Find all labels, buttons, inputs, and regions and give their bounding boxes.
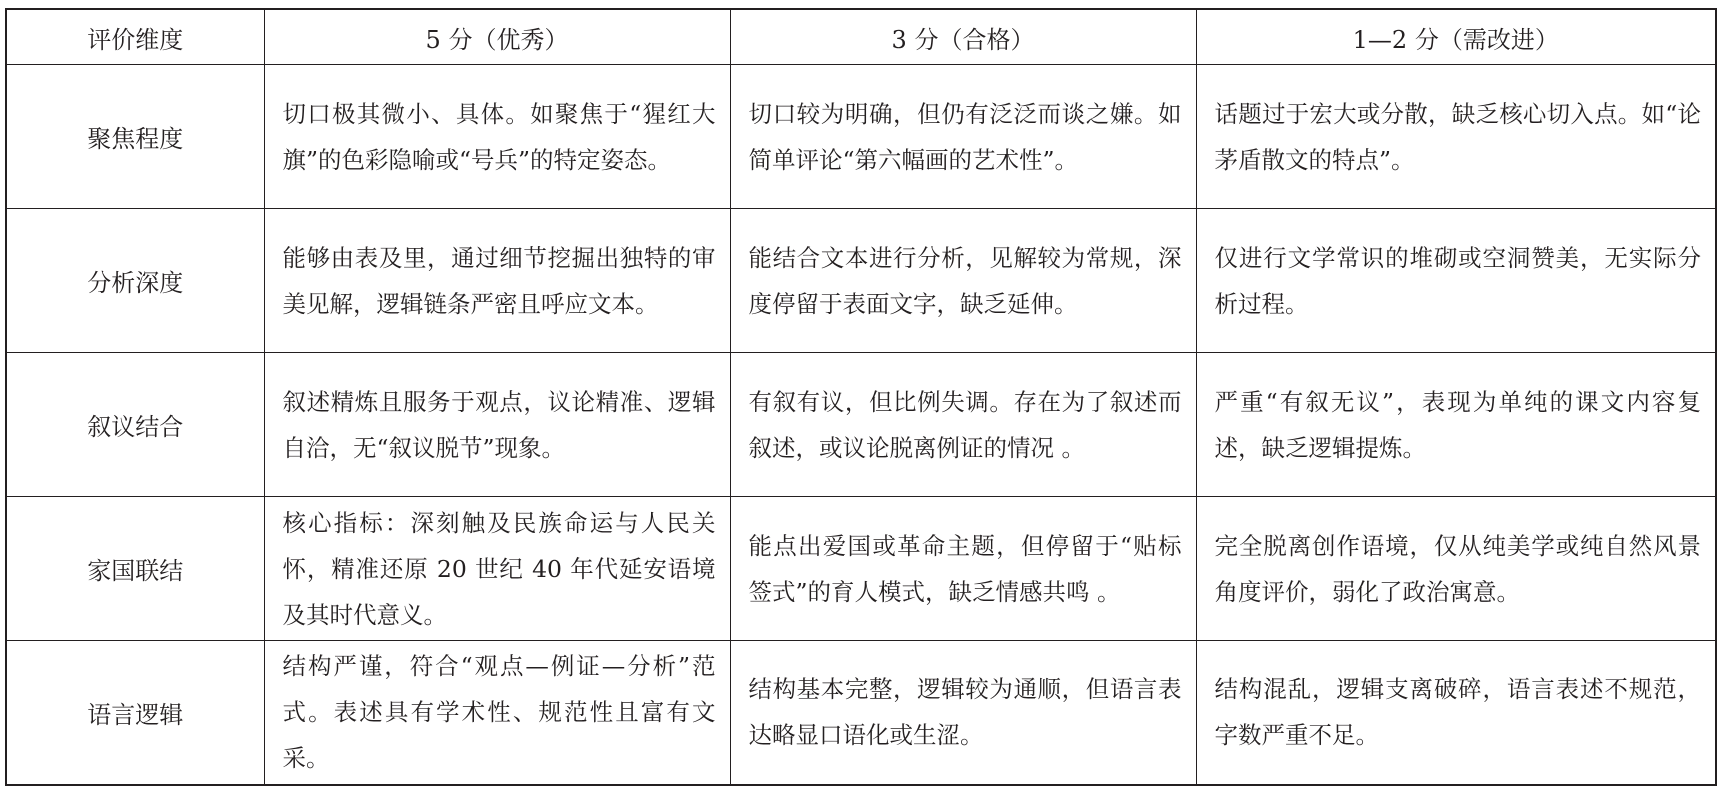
table-row [6, 353, 1716, 497]
excellent-cell: 切口极其微小、具体。如聚焦于“猩红大旗”的色彩隐喻或“号兵”的特定姿态。 [264, 65, 730, 209]
improve-cell: 完全脱离创作语境，仅从纯美学或纯自然风景角度评价，弱化了政治寓意。 [1196, 497, 1716, 641]
header-row [6, 9, 1716, 65]
improve-cell: 结构混乱，逻辑支离破碎，语言表述不规范，字数严重不足。 [1196, 641, 1716, 785]
excellent-cell: 核心指标：深刻触及民族命运与人民关怀，精准还原 20 世纪 40 年代延安语境及其时代意义。 [264, 497, 730, 641]
pass-cell: 有叙有议，但比例失调。存在为了叙述而叙述，或议论脱离例证的情况 。 [730, 353, 1196, 497]
header-pass: 3 分（合格） [730, 9, 1196, 65]
header-excellent: 5 分（优秀） [264, 9, 730, 65]
dimension-cell: 分析深度 [6, 209, 264, 353]
dimension-cell: 语言逻辑 [6, 641, 264, 785]
excellent-cell: 结构严谨，符合“观点—例证—分析”范式。表述具有学术性、规范性且富有文采。 [264, 641, 730, 785]
table-row [6, 497, 1716, 641]
dimension-cell: 家国联结 [6, 497, 264, 641]
pass-cell: 能点出爱国或革命主题，但停留于“贴标签式”的育人模式，缺乏情感共鸣 。 [730, 497, 1196, 641]
table-row [6, 65, 1716, 209]
excellent-cell: 叙述精炼且服务于观点，议论精准、逻辑自洽，无“叙议脱节”现象。 [264, 353, 730, 497]
improve-cell: 话题过于宏大或分散，缺乏核心切入点。如“论茅盾散文的特点”。 [1196, 65, 1716, 209]
table-row [6, 209, 1716, 353]
evaluation-rubric-table [5, 8, 1717, 786]
improve-cell: 严重“有叙无议”，表现为单纯的课文内容复述，缺乏逻辑提炼。 [1196, 353, 1716, 497]
improve-cell: 仅进行文学常识的堆砌或空洞赞美，无实际分析过程。 [1196, 209, 1716, 353]
table-row [6, 641, 1716, 785]
dimension-cell: 聚焦程度 [6, 65, 264, 209]
header-improve: 1—2 分（需改进） [1196, 9, 1716, 65]
pass-cell: 能结合文本进行分析，见解较为常规，深度停留于表面文字，缺乏延伸。 [730, 209, 1196, 353]
pass-cell: 结构基本完整，逻辑较为通顺，但语言表达略显口语化或生涩。 [730, 641, 1196, 785]
dimension-cell: 叙议结合 [6, 353, 264, 497]
header-dimension: 评价维度 [6, 9, 264, 65]
pass-cell: 切口较为明确，但仍有泛泛而谈之嫌。如简单评论“第六幅画的艺术性”。 [730, 65, 1196, 209]
excellent-cell: 能够由表及里，通过细节挖掘出独特的审美见解，逻辑链条严密且呼应文本。 [264, 209, 730, 353]
